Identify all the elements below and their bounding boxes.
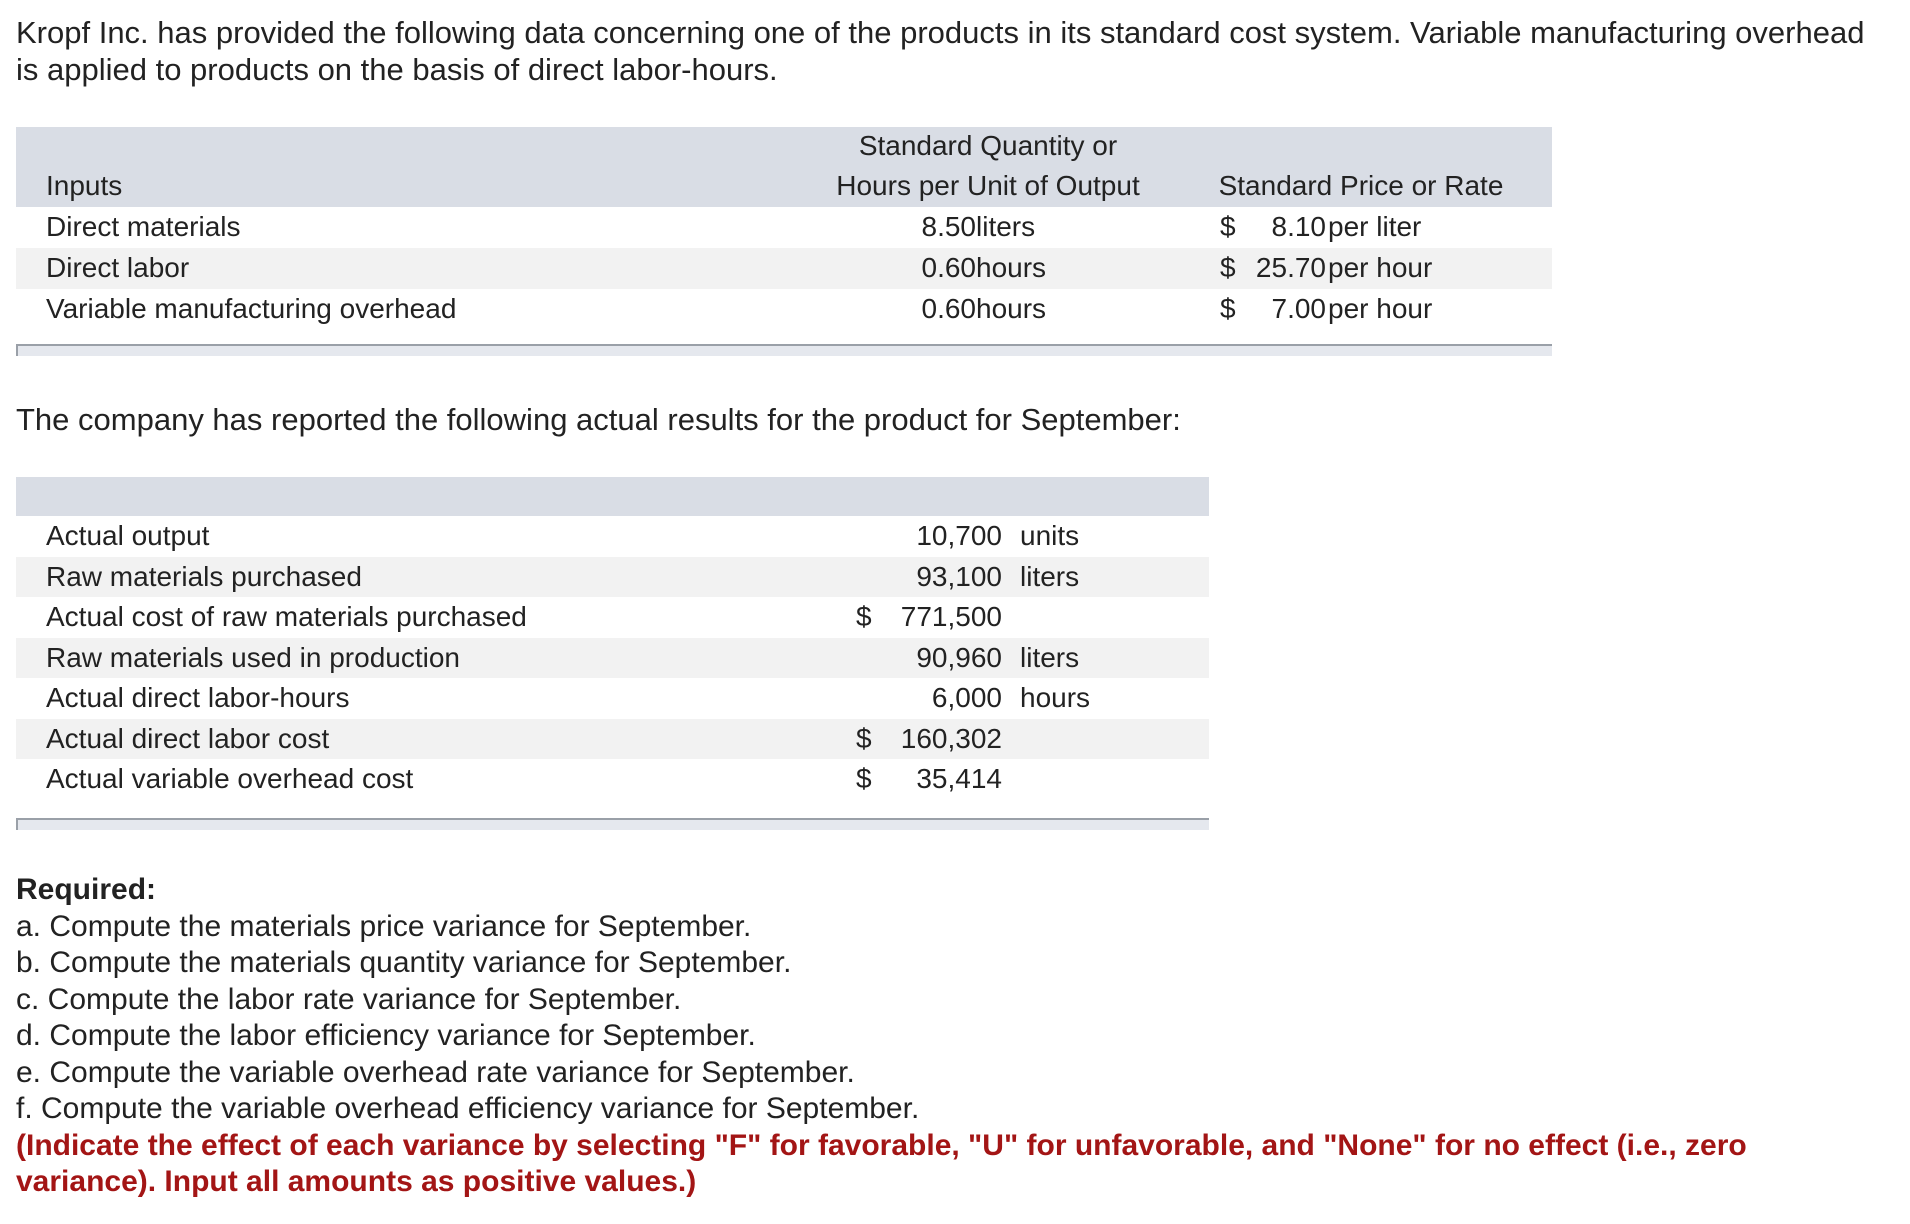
row-sign: $ [856,722,872,754]
row-price-unit: per hour [1328,252,1433,283]
header-price: Standard Price or Rate [1218,170,1504,201]
row-sign: $ [856,601,872,632]
header-qty-line2: Hours per Unit of Output [836,170,1140,201]
instruction-note: (Indicate the effect of each variance by selecting "F" for favorable, "U" for unfavorable, and "None" for no effect (i.e., zero variance). Input all amounts as positive values.) [16,1128,1747,1198]
row-value: 10,700 [916,520,1002,551]
row-label: Actual direct labor cost [46,722,330,754]
row-label: Direct labor [46,252,190,283]
row-qty: 0.60 [921,293,976,324]
row-label: Variable manufacturing overhead [46,293,457,324]
row-qty-unit: liters [976,211,1036,242]
intro-paragraph: Kropf Inc. has provided the following data concerning one of the products in its standard cost system. Variable manufacturing overhead is applied to products on the basis of direct labor-hours. [16,15,1865,87]
row-value: 6,000 [931,682,1002,713]
row-qty-unit: hours [976,293,1047,324]
table-bottom-rule [16,818,1209,830]
row-label: Actual output [46,520,210,551]
row-price-unit: per liter [1328,211,1422,242]
row-qty-unit: hours [976,252,1047,283]
row-label: Direct materials [46,211,241,242]
required-item-b: b. Compute the materials quantity variance for September. [16,946,792,979]
table-row [16,516,1209,557]
table-row [16,678,1209,719]
row-price-unit: per hour [1328,293,1433,324]
actual-results-intro: The company has reported the following actual results for the product for September: [16,402,1181,437]
required-item-a: a. Compute the materials price variance for September. [16,909,752,943]
header-qty-line1: Standard Quantity or [858,130,1118,161]
required-title: Required: [16,873,157,906]
row-qty: 0.60 [921,252,976,283]
table-row [16,638,1209,679]
row-label: Raw materials purchased [46,560,362,592]
row-label: Actual direct labor-hours [46,682,350,713]
row-price-sign: $ [1220,293,1236,324]
row-label: Actual cost of raw materials purchased [46,601,527,632]
table-row [16,719,1209,760]
row-value: 771,500 [900,601,1002,632]
table-row [16,248,1552,289]
table-row [16,597,1209,638]
table-row [16,557,1209,598]
actual-results-table-header [16,477,1209,516]
table-bottom-rule [16,344,1552,356]
row-sign: $ [856,763,872,794]
required-item-f: f. Compute the variable overhead efficiency variance for September. [16,1092,920,1125]
row-price-sign: $ [1220,211,1236,242]
header-inputs: Inputs [46,170,123,201]
row-value: 93,100 [916,560,1002,592]
row-label: Raw materials used in production [46,641,460,673]
actual-results-table [16,477,1209,800]
table-row [16,289,1552,330]
row-price: 7.00 [1271,293,1326,324]
required-section [16,872,1886,1201]
required-item-d: d. Compute the labor efficiency variance for September. [16,1019,756,1052]
row-value: 160,302 [900,722,1002,754]
row-price: 8.10 [1271,211,1326,242]
standards-table [16,127,1552,330]
table-row [16,207,1552,248]
row-unit: liters [1020,560,1080,592]
row-value: 90,960 [916,641,1002,673]
row-price: 25.70 [1255,252,1326,283]
row-unit: hours [1020,682,1091,713]
row-label: Actual variable overhead cost [46,763,414,794]
standards-table-header [16,127,1552,207]
required-item-c: c. Compute the labor rate variance for September. [16,982,682,1016]
row-unit: liters [1020,641,1080,673]
row-value: 35,414 [916,763,1002,794]
row-unit: units [1020,520,1080,551]
row-qty: 8.50 [921,211,976,242]
required-item-e: e. Compute the variable overhead rate variance for September. [16,1055,855,1089]
table-row [16,759,1209,800]
row-price-sign: $ [1220,252,1236,283]
